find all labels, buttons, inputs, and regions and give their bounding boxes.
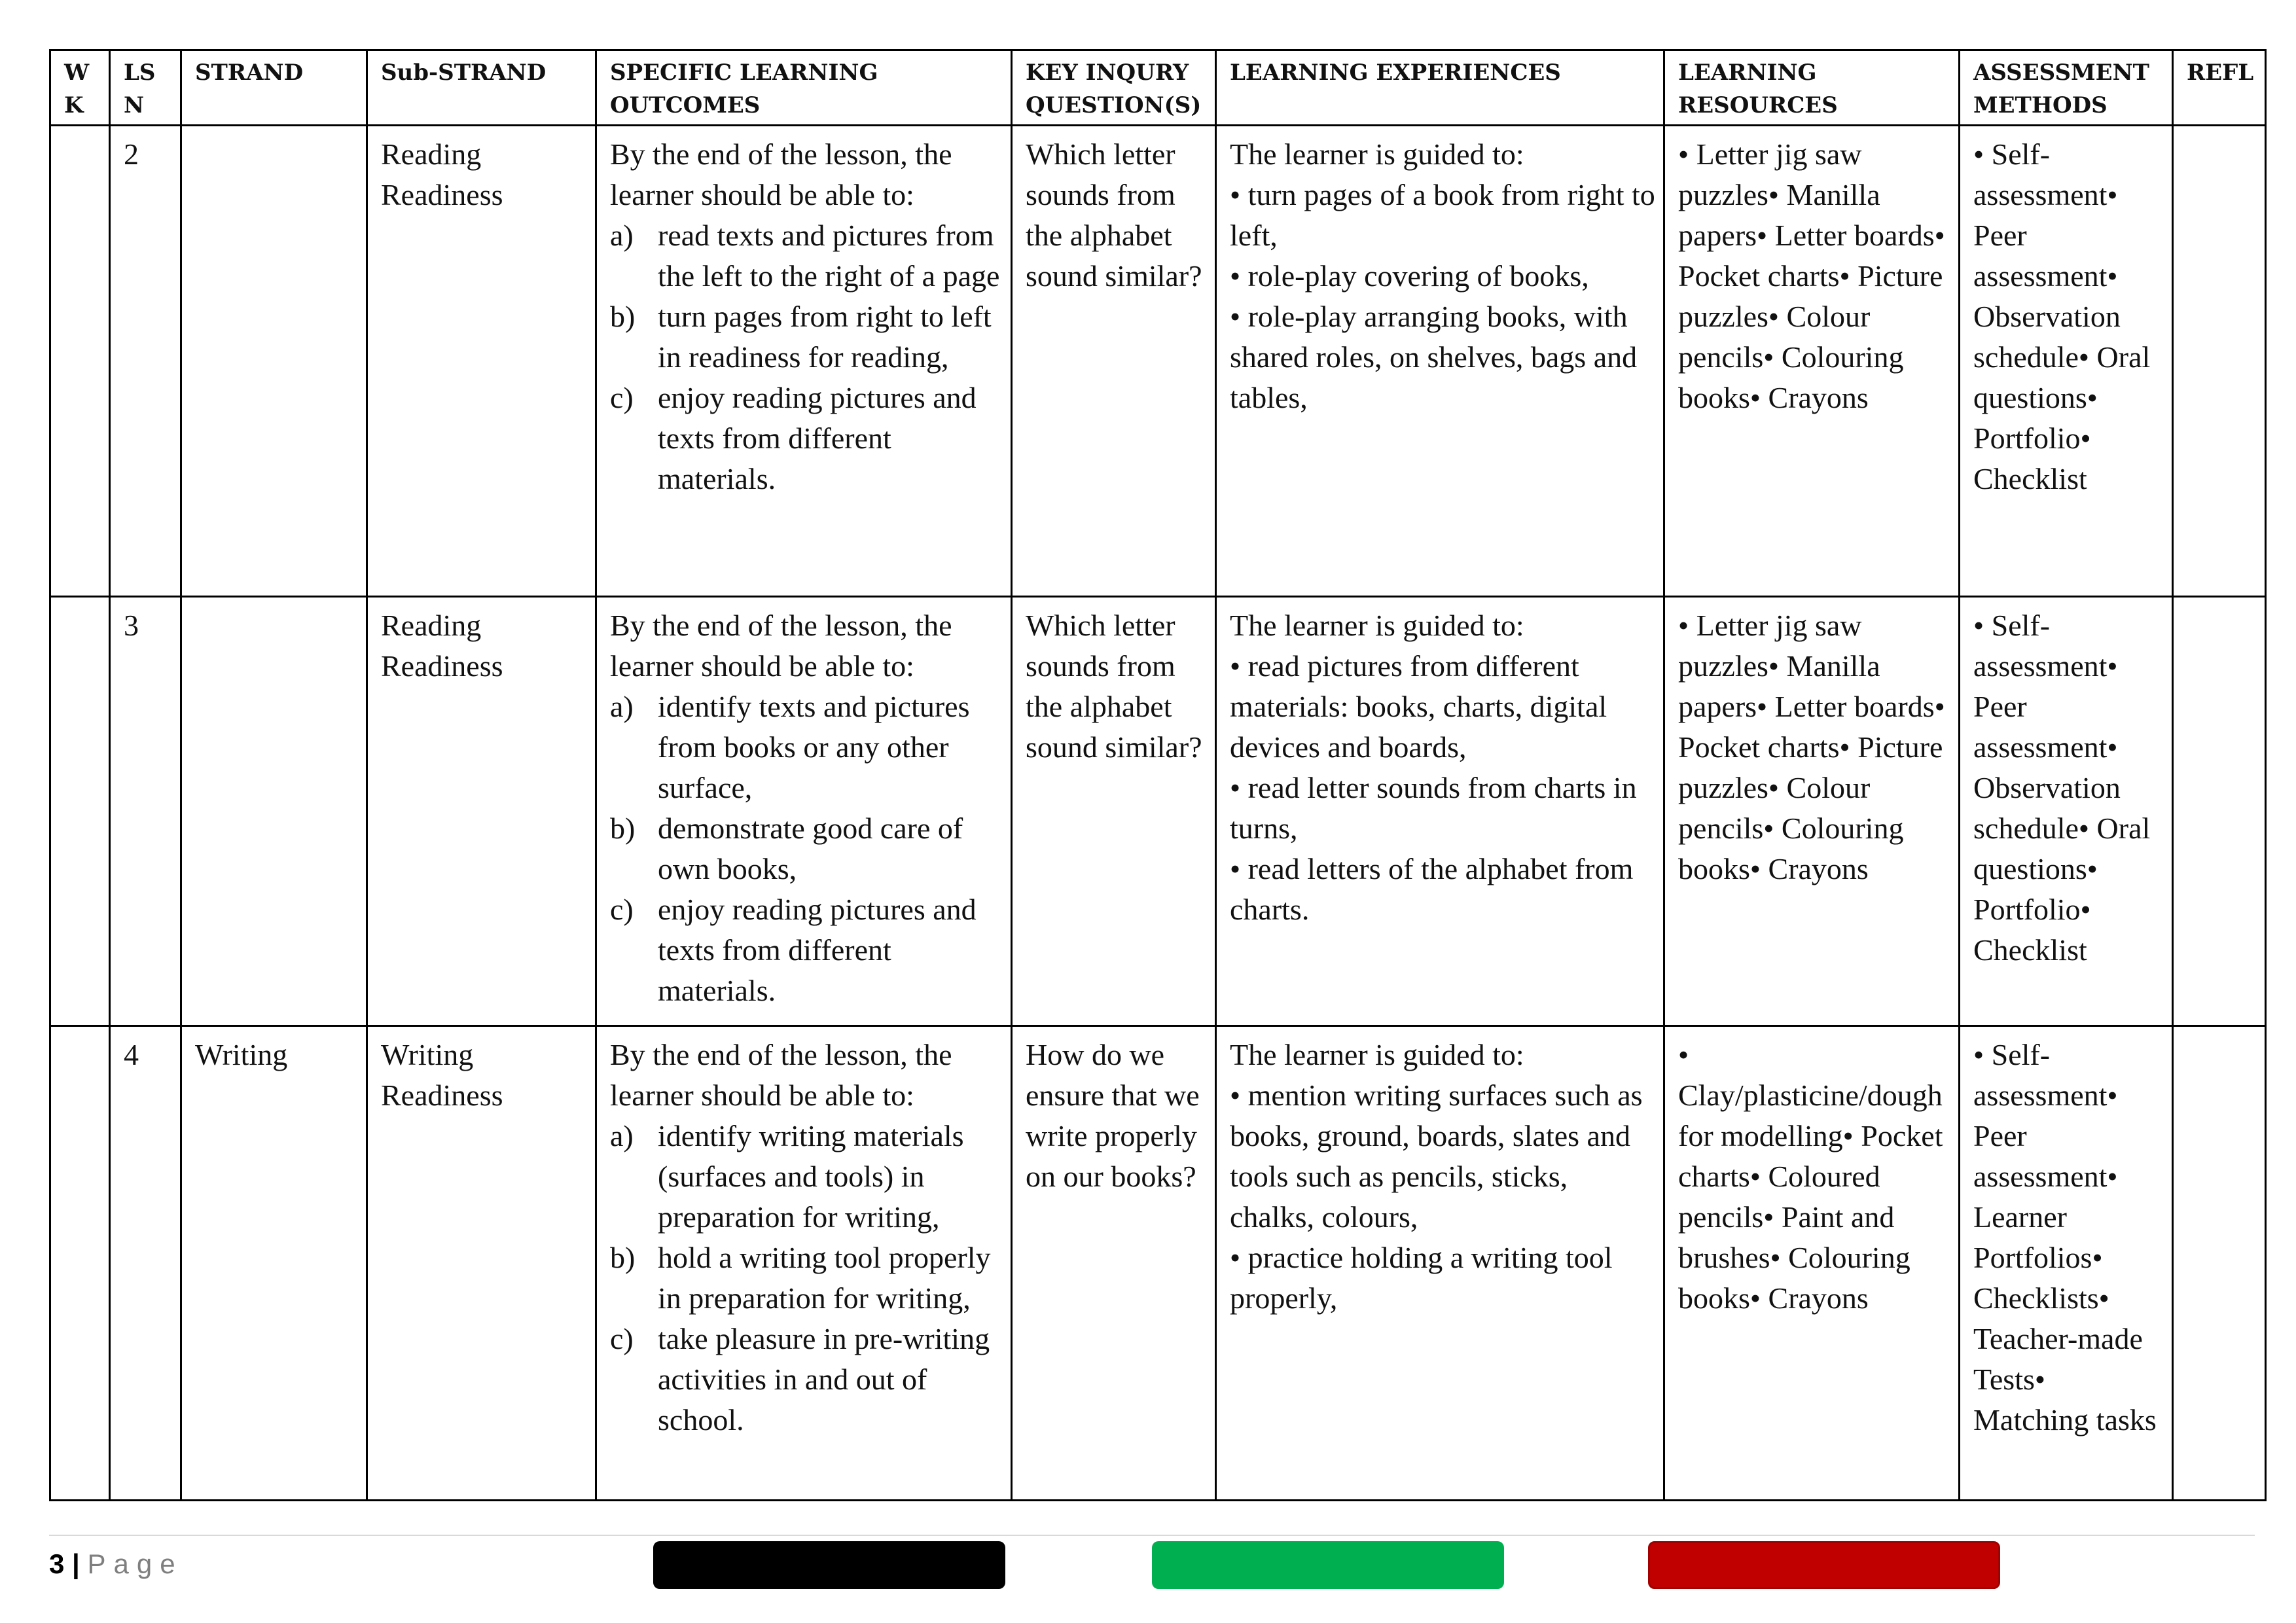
cell-outcomes xyxy=(596,597,1012,1026)
experience-item: • role-play covering of books, xyxy=(1230,259,1589,293)
cell-assessment: • Self-assessment• Peer assessment• Observation schedule• Oral questions• Portfolio• Checklist xyxy=(1960,126,2173,597)
experiences-intro: The learner is guided to: xyxy=(1230,609,1524,642)
outcome-text: identify writing materials (surfaces and tools) in preparation for writing, xyxy=(658,1119,964,1234)
outcome-text: hold a writing tool properly in preparation for writing, xyxy=(658,1241,991,1315)
header-refl: REFL xyxy=(2173,50,2266,126)
cell-refl xyxy=(2173,597,2266,1026)
cell-inquiry: How do we ensure that we write properly on our books? xyxy=(1012,1026,1216,1501)
cell-strand: Writing xyxy=(181,1026,367,1501)
cell-inquiry: Which letter sounds from the alphabet sound similar? xyxy=(1012,126,1216,597)
experiences-intro: The learner is guided to: xyxy=(1230,1038,1524,1071)
table-row xyxy=(50,1026,2266,1501)
outcome-item xyxy=(610,296,1003,378)
cell-experiences xyxy=(1216,1026,1664,1501)
page-word: Page xyxy=(87,1548,183,1579)
outcome-item xyxy=(610,1238,1003,1319)
outcome-item xyxy=(610,889,1003,1011)
footer-divider xyxy=(49,1535,2255,1536)
cell-substrand: Reading Readiness xyxy=(367,597,596,1026)
cell-wk xyxy=(50,1026,110,1501)
cell-wk xyxy=(50,126,110,597)
cell-experiences xyxy=(1216,597,1664,1026)
cell-outcomes xyxy=(596,126,1012,597)
header-strand: STRAND xyxy=(181,50,367,126)
page-separator: | xyxy=(72,1548,80,1579)
table-row xyxy=(50,597,2266,1026)
experience-item: • read letter sounds from charts in turns, xyxy=(1230,771,1637,845)
outcome-item xyxy=(610,1319,1003,1440)
outcomes-list xyxy=(610,1116,1003,1440)
experience-item: • practice holding a writing tool properly, xyxy=(1230,1241,1613,1315)
experience-item: • mention writing surfaces such as books, ground, boards, slates and tools such as pencils, sticks, chalks, colours, xyxy=(1230,1079,1643,1234)
header-row xyxy=(50,50,2266,126)
cell-experiences xyxy=(1216,126,1664,597)
page-footer xyxy=(49,1546,183,1582)
outcomes-list xyxy=(610,687,1003,1011)
experience-item: • turn pages of a book from right to left, xyxy=(1230,178,1655,252)
cell-assessment: • Self-assessment• Peer assessment• Learner Portfolios• Checklists• Teacher-made Tests• Matching tasks xyxy=(1960,1026,2173,1501)
outcome-text: enjoy reading pictures and texts from different materials. xyxy=(658,893,977,1007)
outcome-marker: b) xyxy=(610,812,636,845)
outcome-marker: a) xyxy=(610,1119,634,1152)
outcome-item xyxy=(610,378,1003,499)
header-lsn: LS N xyxy=(110,50,181,126)
outcome-text: enjoy reading pictures and texts from different materials. xyxy=(658,381,977,495)
outcome-item xyxy=(610,215,1003,296)
cell-substrand: Reading Readiness xyxy=(367,126,596,597)
outcomes-intro: By the end of the lesson, the learner should be able to: xyxy=(610,137,952,211)
header-outcomes: SPECIFIC LEARNING OUTCOMES xyxy=(596,50,1012,126)
cell-outcomes xyxy=(596,1026,1012,1501)
cell-inquiry: Which letter sounds from the alphabet sound similar? xyxy=(1012,597,1216,1026)
page-number: 3 xyxy=(49,1548,65,1579)
outcome-item xyxy=(610,1116,1003,1238)
outcomes-intro: By the end of the lesson, the learner should be able to: xyxy=(610,609,952,683)
flag-bar-black xyxy=(653,1541,1005,1589)
outcome-marker: c) xyxy=(610,893,634,926)
outcome-text: read texts and pictures from the left to the right of a page xyxy=(658,219,1000,293)
header-experiences: LEARNING EXPERIENCES xyxy=(1216,50,1664,126)
cell-refl xyxy=(2173,126,2266,597)
outcomes-list xyxy=(610,215,1003,499)
cell-substrand: Writing Readiness xyxy=(367,1026,596,1501)
experience-item: • read letters of the alphabet from charts. xyxy=(1230,852,1634,926)
header-wk: W K xyxy=(50,50,110,126)
experience-item: • role-play arranging books, with shared roles, on shelves, bags and tables, xyxy=(1230,300,1638,414)
cell-wk xyxy=(50,597,110,1026)
outcome-text: identify texts and pictures from books or any other surface, xyxy=(658,690,970,804)
cell-resources: • Clay/plasticine/dough for modelling• Pocket charts• Coloured pencils• Paint and brushes• Colouring books• Crayons xyxy=(1664,1026,1960,1501)
flag-bar-red xyxy=(1648,1541,2000,1589)
scheme-of-work-table xyxy=(49,49,2267,1501)
cell-refl xyxy=(2173,1026,2266,1501)
outcome-item xyxy=(610,808,1003,889)
cell-lsn: 2 xyxy=(110,126,181,597)
cell-strand xyxy=(181,126,367,597)
outcome-marker: c) xyxy=(610,1322,634,1355)
cell-resources: • Letter jig saw puzzles• Manilla papers• Letter boards• Pocket charts• Picture puzzles• Colour pencils• Colouring books• Crayons xyxy=(1664,126,1960,597)
cell-lsn: 3 xyxy=(110,597,181,1026)
table-row xyxy=(50,126,2266,597)
outcome-marker: c) xyxy=(610,381,634,414)
outcome-item xyxy=(610,687,1003,808)
header-substrand: Sub-STRAND xyxy=(367,50,596,126)
header-inquiry: KEY INQURY QUESTION(S) xyxy=(1012,50,1216,126)
cell-strand xyxy=(181,597,367,1026)
outcome-text: take pleasure in pre-writing activities in and out of school. xyxy=(658,1322,990,1436)
header-resources: LEARNING RESOURCES xyxy=(1664,50,1960,126)
outcome-text: turn pages from right to left in readiness for reading, xyxy=(658,300,992,374)
cell-resources: • Letter jig saw puzzles• Manilla papers• Letter boards• Pocket charts• Picture puzzles• Colour pencils• Colouring books• Crayons xyxy=(1664,597,1960,1026)
outcome-text: demonstrate good care of own books, xyxy=(658,812,963,885)
experiences-intro: The learner is guided to: xyxy=(1230,137,1524,171)
flag-bar-green xyxy=(1152,1541,1504,1589)
cell-lsn: 4 xyxy=(110,1026,181,1501)
cell-assessment: • Self-assessment• Peer assessment• Observation schedule• Oral questions• Portfolio• Checklist xyxy=(1960,597,2173,1026)
outcome-marker: a) xyxy=(610,690,634,723)
outcomes-intro: By the end of the lesson, the learner should be able to: xyxy=(610,1038,952,1112)
outcome-marker: a) xyxy=(610,219,634,252)
outcome-marker: b) xyxy=(610,300,636,333)
header-assessment: ASSESSMENT METHODS xyxy=(1960,50,2173,126)
outcome-marker: b) xyxy=(610,1241,636,1274)
experience-item: • read pictures from different materials: books, charts, digital devices and boards, xyxy=(1230,649,1607,764)
